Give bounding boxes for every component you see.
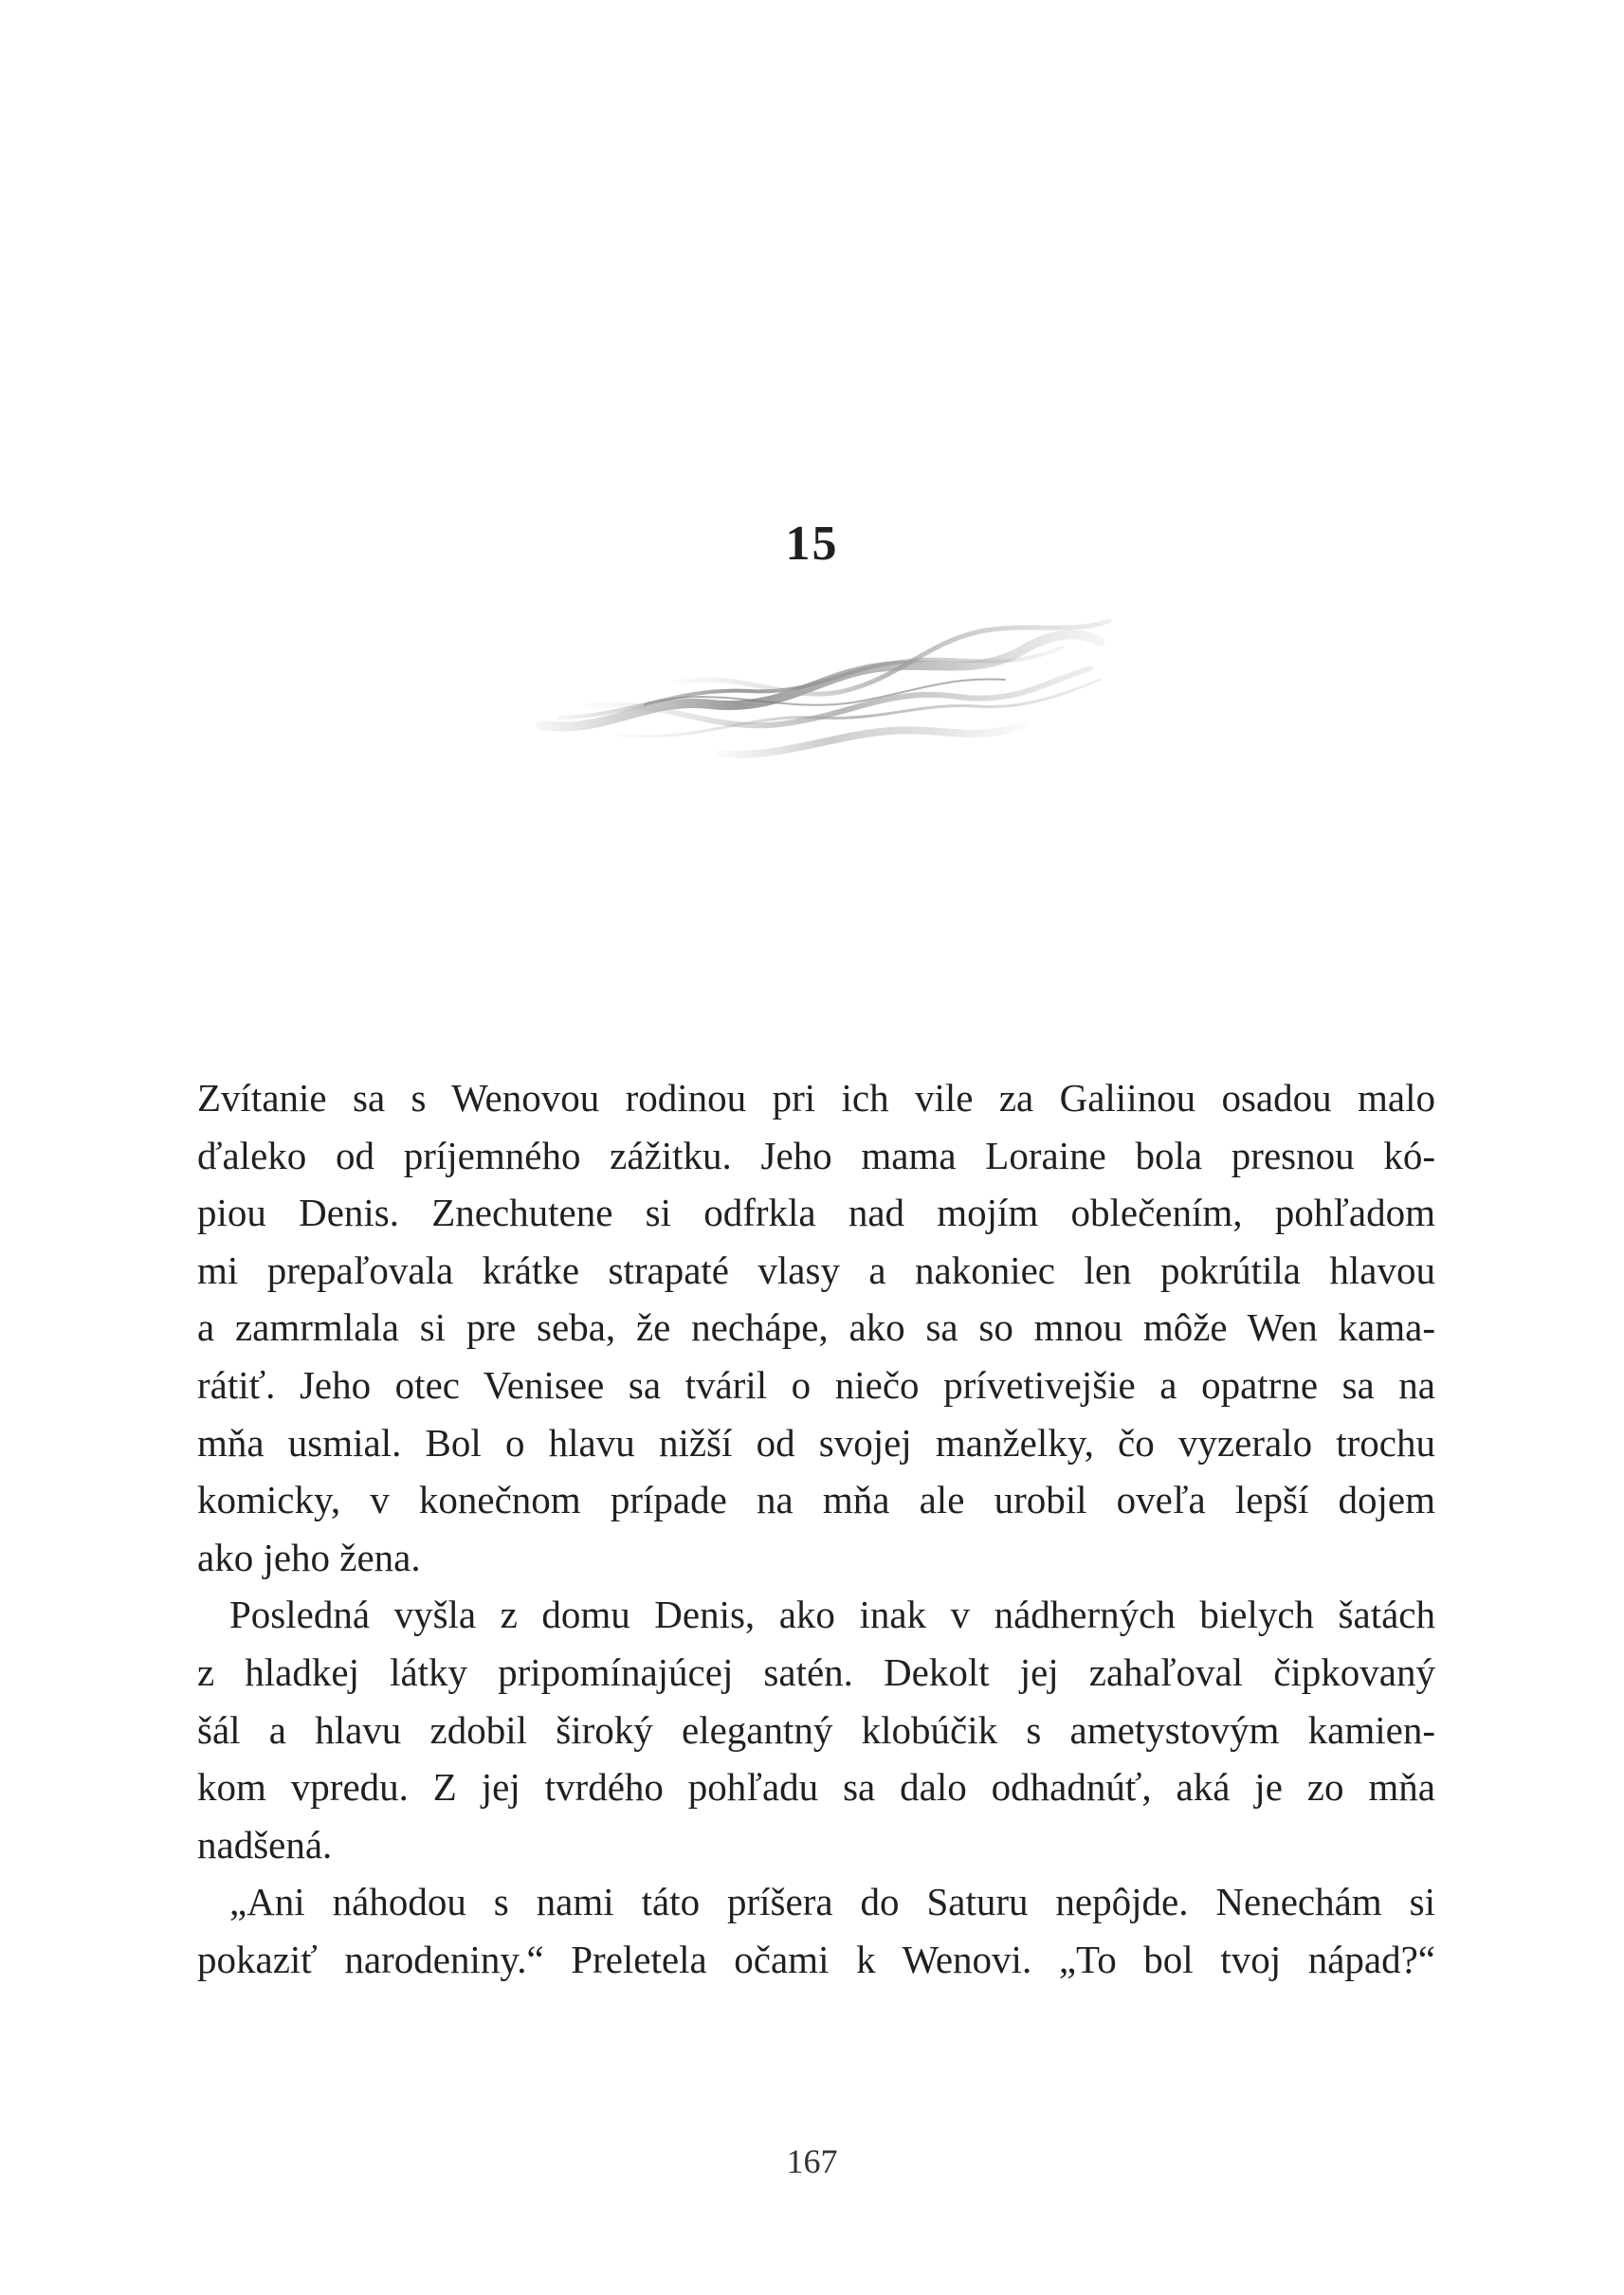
page-number: 167 <box>786 2142 838 2180</box>
paragraph <box>197 1069 1435 1586</box>
text-line: a zamrmlala si pre seba, že nechápe, ako sa so mnou môže Wen kama- <box>197 1305 1435 1350</box>
text-line: ako jeho žena. <box>197 1535 421 1579</box>
paragraph <box>197 1873 1435 1988</box>
paragraph <box>197 1586 1435 1873</box>
text-line: „Ani náhodou s nami táto príšera do Saturu nepôjde. Nenechám si <box>229 1880 1435 1924</box>
body-text <box>197 1069 1435 1989</box>
text-line: ďaleko od príjemného zážitku. Jeho mama Loraine bola presnou kó- <box>197 1133 1435 1177</box>
smoke-wave-ornament-icon <box>531 592 1119 782</box>
text-line: šál a hlavu zdobil široký elegantný klobúčik s ametystovým kamien- <box>197 1707 1435 1752</box>
text-line: z hladkej látky pripomínajúcej satén. Dekolt jej zahaľoval čipkovaný <box>197 1649 1435 1694</box>
text-line: komicky, v konečnom prípade na mňa ale urobil oveľa lepší dojem <box>197 1478 1435 1522</box>
text-line: rátiť. Jeho otec Venisee sa tváril o niečo prívetivejšie a opatrne sa na <box>197 1362 1435 1407</box>
text-line: piou Denis. Znechutene si odfrkla nad mojím oblečením, pohľadom <box>197 1191 1435 1235</box>
text-line: pokaziť narodeniny.“ Preletela očami k Wenovi. „To bol tvoj nápad?“ <box>197 1937 1435 1981</box>
text-line: mi prepaľovala krátke strapaté vlasy a nakoniec len pokrútila hlavou <box>197 1248 1435 1292</box>
text-line: Posledná vyšla z domu Denis, ako inak v nádherných bielych šatách <box>229 1593 1435 1637</box>
chapter-number: 15 <box>785 517 839 571</box>
text-line: Zvítanie sa s Wenovou rodinou pri ich vile za Galiinou osadou malo <box>197 1076 1435 1120</box>
text-line: mňa usmial. Bol o hlavu nižší od svojej manželky, čo vyzeralo trochu <box>197 1420 1435 1465</box>
text-line: nadšená. <box>197 1822 333 1867</box>
text-line: kom vpredu. Z jej tvrdého pohľadu sa dalo odhadnúť, aká je zo mňa <box>197 1765 1435 1810</box>
